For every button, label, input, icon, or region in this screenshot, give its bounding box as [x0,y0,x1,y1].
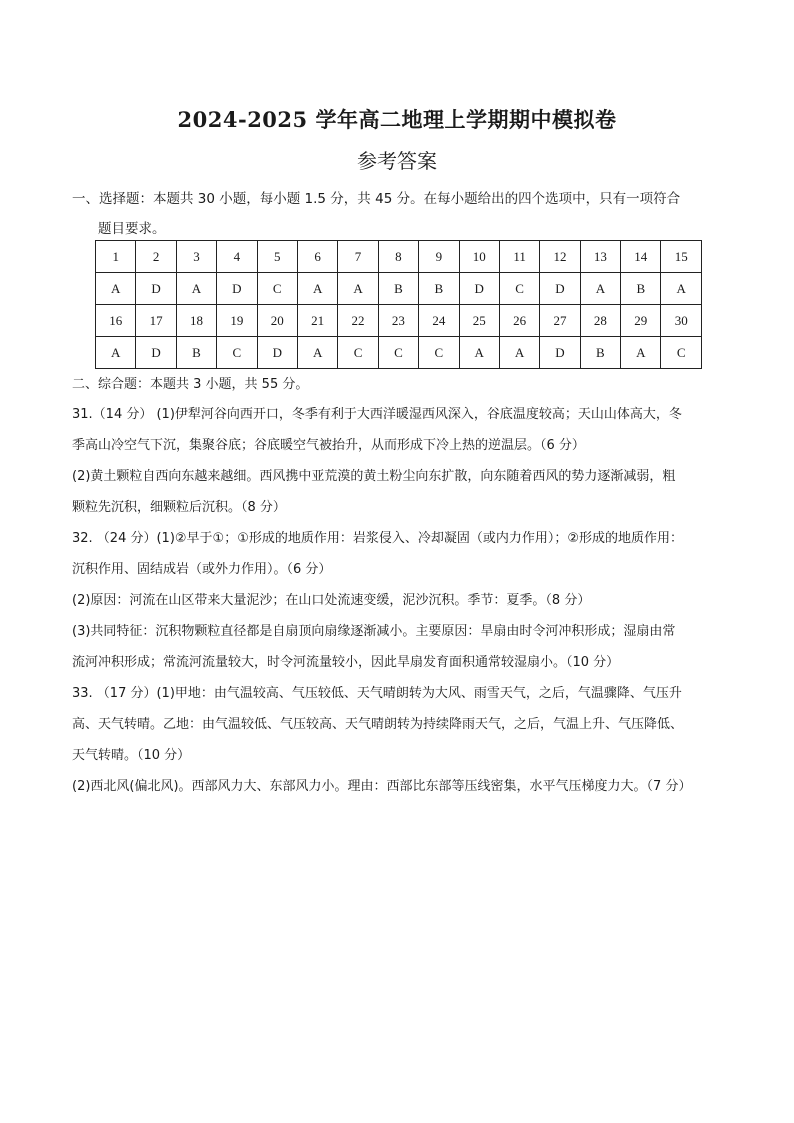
question-number-cell: 7 [338,241,378,273]
question-number-cell: 16 [96,305,136,337]
question-number-cell: 20 [257,305,297,337]
answer-cell: A [621,337,661,369]
table-row-answers [96,337,702,369]
section2-body [72,399,732,802]
answer-cell: D [217,273,257,305]
question-number-cell: 10 [459,241,499,273]
answer-cell: A [297,337,337,369]
question-number-cell: 9 [419,241,459,273]
answer-cell: A [580,273,620,305]
question-number-cell: 25 [459,305,499,337]
question-number-cell: 15 [661,241,702,273]
answer-cell: C [257,273,297,305]
question-number-cell: 14 [621,241,661,273]
question-number-cell: 28 [580,305,620,337]
question-number-cell: 27 [540,305,580,337]
answer-cell: B [378,273,418,305]
answer-cell: C [419,337,459,369]
answer-text-line: 颗粒先沉积，细颗粒后沉积。（8 分） [72,500,286,515]
question-number-cell: 5 [257,241,297,273]
answer-cell: A [499,337,539,369]
question-number-cell: 30 [661,305,702,337]
answer-text-line: (2)黄土颗粒自西向东越来越细。西风携中亚荒漠的黄土粉尘向东扩散，向东随着西风的势力逐渐减弱，粗 [72,469,676,484]
section1-heading-line2: 题目要求。 [98,221,166,237]
answer-table [95,240,702,369]
answer-cell: A [661,273,702,305]
question-number-cell: 2 [136,241,176,273]
question-number-cell: 4 [217,241,257,273]
answer-cell: C [338,337,378,369]
answer-cell: B [621,273,661,305]
section1-heading-line1: 一、选择题：本题共 30 小题，每小题 1.5 分，共 45 分。在每小题给出的四个选项中，只有一项符合 [72,191,681,207]
answer-text-line: 31.（14 分） (1)伊犁河谷向西开口，冬季有利于大西洋暖湿西风深入，谷底温度较高；天山山体高大，冬 [72,407,682,422]
question-number-cell: 12 [540,241,580,273]
page-title: 2024-2025 学年高二地理上学期期中模拟卷 [177,107,617,132]
question-number-cell: 6 [297,241,337,273]
answer-cell: D [257,337,297,369]
answer-text-line: (2)原因：河流在山区带来大量泥沙；在山口处流速变缓，泥沙沉积。季节：夏季。（8 分） [72,593,591,608]
question-number-cell: 19 [217,305,257,337]
answer-text-line: 高、天气转晴。乙地：由气温较低、气压较高、天气晴朗转为持续降雨天气，之后，气温上升、气压降低、 [72,717,684,732]
answer-cell: C [499,273,539,305]
answer-cell: D [136,273,176,305]
answer-text-line: 沉积作用、固结成岩（或外力作用）。（6 分） [72,562,332,577]
answer-cell: D [540,337,580,369]
answer-cell: C [378,337,418,369]
answer-cell: D [459,273,499,305]
answer-cell: A [96,273,136,305]
answer-cell: C [661,337,702,369]
question-number-cell: 26 [499,305,539,337]
question-number-cell: 18 [176,305,216,337]
answer-cell: A [338,273,378,305]
answer-text-line: 天气转晴。（10 分） [72,748,191,763]
section2-heading: 二、综合题：本题共 3 小题，共 55 分。 [72,377,309,392]
answer-cell: B [419,273,459,305]
answer-cell: A [176,273,216,305]
answer-cell: B [580,337,620,369]
question-number-cell: 17 [136,305,176,337]
answer-cell: D [136,337,176,369]
question-number-cell: 22 [338,305,378,337]
answer-cell: D [540,273,580,305]
table-row-question-numbers [96,241,702,273]
answer-cell: A [96,337,136,369]
answer-cell: C [217,337,257,369]
question-number-cell: 13 [580,241,620,273]
question-number-cell: 21 [297,305,337,337]
section1-heading [72,184,732,244]
answer-text-line: (2)西北风(偏北风)。西部风力大、东部风力小。理由：西部比东部等压线密集，水平气压梯度力大。（7 分） [72,779,692,794]
answer-text-line: 季高山冷空气下沉，集聚谷底；谷底暖空气被抬升，从而形成下冷上热的逆温层。（6 分） [72,438,585,453]
answer-cell: B [176,337,216,369]
table-row-question-numbers [96,305,702,337]
page-subtitle: 参考答案 [357,149,437,173]
question-number-cell: 29 [621,305,661,337]
answer-text-line: 流河冲积形成；常流河流量较大，时令河流量较小，因此旱扇发育面积通常较湿扇小。（10 分） [72,655,620,670]
question-number-cell: 23 [378,305,418,337]
question-number-cell: 1 [96,241,136,273]
answer-text-line: 33. （17 分）(1)甲地：由气温较高、气压较低、天气晴朗转为大风、雨雪天气，之后，气温骤降、气压升 [72,686,682,701]
answer-cell: A [297,273,337,305]
answer-text-line: 32. （24 分）(1)②早于①；①形成的地质作用：岩浆侵入、冷却凝固（或内力作用）；②形成的地质作用： [72,531,684,546]
question-number-cell: 8 [378,241,418,273]
answer-cell: A [459,337,499,369]
answer-text-line: (3)共同特征：沉积物颗粒直径都是自扇顶向扇缘逐渐减小。主要原因：旱扇由时令河冲积形成；湿扇由常 [72,624,676,639]
question-number-cell: 3 [176,241,216,273]
question-number-cell: 24 [419,305,459,337]
question-number-cell: 11 [499,241,539,273]
table-row-answers [96,273,702,305]
